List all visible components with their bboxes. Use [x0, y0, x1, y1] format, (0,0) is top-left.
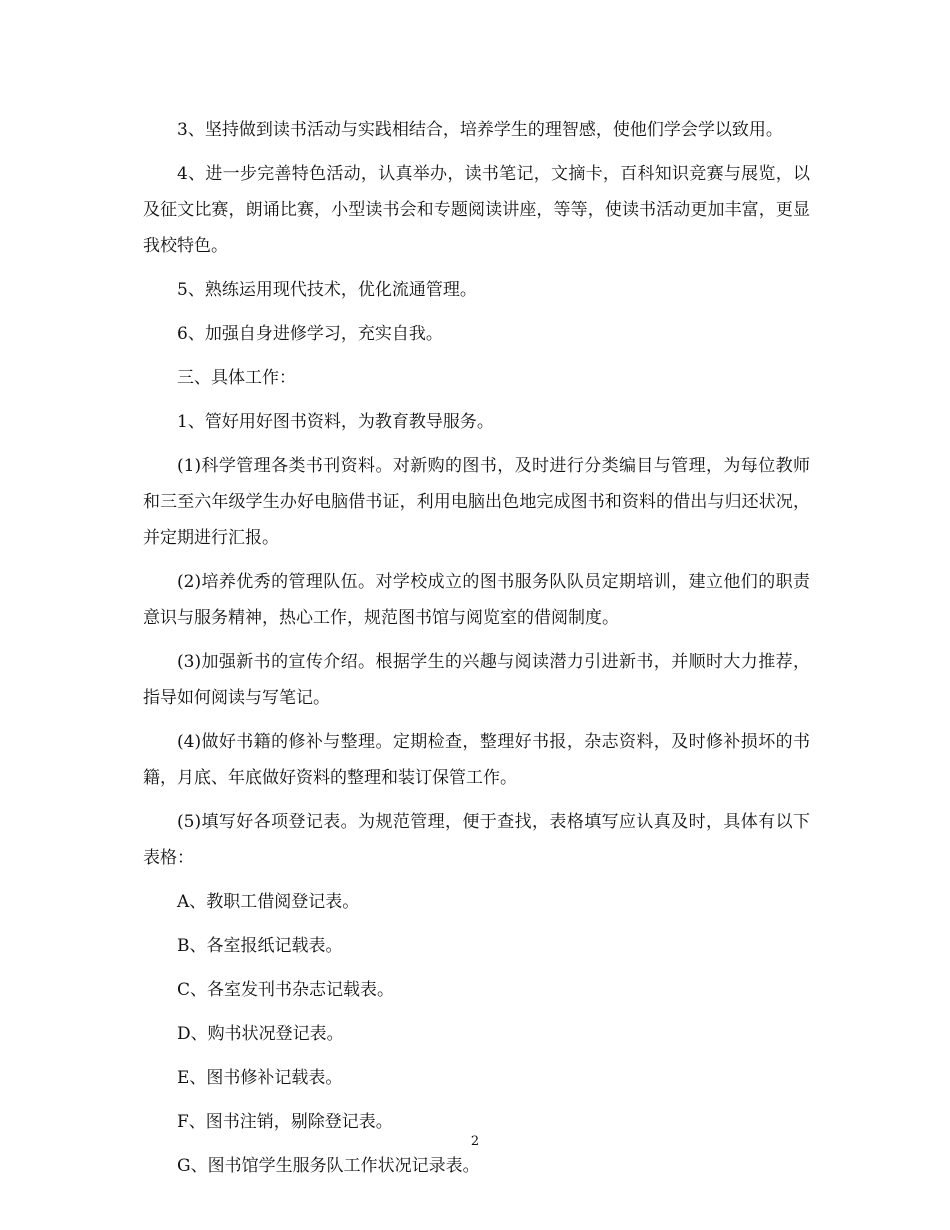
paragraph-subitem-2: (2)培养优秀的管理队伍。对学校成立的图书服务队队员定期培训，建立他们的职责意识与服务精神，热心工作，规范图书馆与阅览室的借阅制度。 — [143, 572, 810, 628]
paragraph-subitem-4: (4)做好书籍的修补与整理。定期检查，整理好书报，杂志资料，及时修补损坏的书籍，月底、年底做好资料的整理和装订保管工作。 — [143, 732, 810, 788]
paragraph-subitem-3: (3)加强新书的宣传介绍。根据学生的兴趣与阅读潜力引进新书，并顺时大力推荐，指导如何阅读与写笔记。 — [143, 652, 810, 708]
paragraph-subitem-5: (5)填写好各项登记表。为规范管理，便于查找，表格填写应认真及时，具体有以下表格： — [143, 812, 810, 868]
form-list-item-e: E、图书修补记载表。 — [177, 1068, 343, 1088]
form-list-item-c: C、各室发刊书杂志记载表。 — [177, 980, 395, 1000]
paragraph-work-1: 1、管好用好图书资料，为教育教导服务。 — [177, 412, 494, 432]
form-list-item-b: B、各室报纸记载表。 — [177, 936, 343, 956]
paragraph-item-3: 3、坚持做到读书活动与实践相结合，培养学生的理智感，使他们学会学以致用。 — [177, 120, 783, 140]
form-list-item-a: A、教职工借阅登记表。 — [177, 892, 360, 912]
document-body — [143, 112, 810, 1192]
paragraph-item-4: 4、进一步完善特色活动，认真举办，读书笔记，文摘卡，百科知识竞赛与展览，以及征文比赛，朗诵比赛，小型读书会和专题阅读讲座，等等，使读书活动更加丰富，更显我校特色。 — [143, 164, 810, 256]
page-number: 2 — [470, 1134, 480, 1149]
paragraph-item-6: 6、加强自身进修学习，充实自我。 — [177, 324, 443, 344]
form-list-item-d: D、购书状况登记表。 — [177, 1024, 344, 1044]
section-heading-specific-work: 三、具体工作： — [177, 368, 296, 388]
paragraph-item-5: 5、熟练运用现代技术，优化流通管理。 — [177, 280, 477, 300]
paragraph-subitem-1: (1)科学管理各类书刊资料。对新购的图书，及时进行分类编目与管理，为每位教师和三至六年级学生办好电脑借书证，利用电脑出色地完成图书和资料的借出与归还状况，并定期进行汇报。 — [143, 456, 810, 548]
form-list-item-f: F、图书注销，剔除登记表。 — [177, 1112, 393, 1132]
form-list-item-g: G、图书馆学生服务队工作状况记录表。 — [177, 1156, 480, 1176]
